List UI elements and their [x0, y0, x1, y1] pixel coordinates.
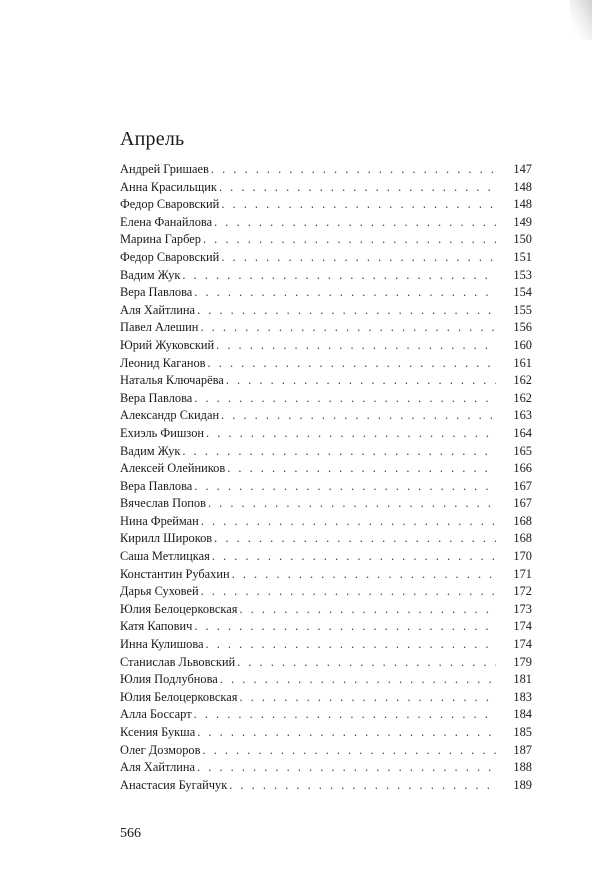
toc-entry-author: Федор Сваровский: [120, 249, 220, 264]
toc-entry-author: Вера Павлова: [120, 478, 193, 493]
toc-entry-page: 181: [513, 672, 532, 687]
toc-entry: [120, 425, 532, 443]
toc-entry-author: Аля Хайтлина: [120, 760, 196, 775]
toc-entry: [120, 267, 532, 285]
toc-entry-author: Вера Павлова: [120, 390, 193, 405]
toc-entry: [120, 654, 532, 672]
page-number: 566: [120, 826, 141, 841]
toc-dot-leader: [232, 566, 496, 584]
toc-dot-leader: [221, 249, 496, 267]
toc-dot-leader: [211, 161, 496, 179]
toc-entry: [120, 530, 532, 548]
toc-entry: [120, 319, 532, 337]
toc-entry: [120, 337, 532, 355]
toc-entry-author: Юрий Жуковский: [120, 337, 215, 352]
toc-entry: [120, 689, 532, 707]
toc-dot-leader: [202, 742, 496, 760]
toc-entry: [120, 460, 532, 478]
toc-entry-page: 168: [513, 531, 532, 546]
toc-dot-leader: [194, 706, 496, 724]
toc-entry-author: Дарья Суховей: [120, 584, 199, 599]
toc-entry-author: Вера Павлова: [120, 285, 193, 300]
toc-entry: [120, 196, 532, 214]
toc-entry: [120, 601, 532, 619]
toc-entry: [120, 618, 532, 636]
toc-entry-page: 174: [513, 619, 532, 634]
toc-entry-page: 151: [513, 249, 532, 264]
toc-entry-page: 163: [513, 408, 532, 423]
toc-entry-author: Федор Сваровский: [120, 197, 220, 212]
toc-dot-leader: [182, 443, 496, 461]
toc-entry-page: 174: [513, 637, 532, 652]
toc-entry: [120, 706, 532, 724]
section-title: Апрель: [120, 128, 185, 150]
toc-entry-page: 153: [513, 267, 532, 282]
toc-entry: [120, 566, 532, 584]
toc-entry-page: 165: [513, 443, 532, 458]
toc-entry: [120, 249, 532, 267]
toc-dot-leader: [227, 460, 496, 478]
toc-entry-author: Олег Дозморов: [120, 742, 201, 757]
toc-entry-author: Вадим Жук: [120, 267, 181, 282]
toc-dot-leader: [239, 689, 496, 707]
toc-entry-author: Юлия Белоцерковская: [120, 689, 238, 704]
toc-entry-author: Александр Скидан: [120, 408, 220, 423]
toc-dot-leader: [182, 267, 496, 285]
toc-entry-author: Вячеслав Попов: [120, 496, 206, 511]
toc-entry-page: 161: [513, 355, 532, 370]
toc-dot-leader: [197, 302, 496, 320]
toc-entry: [120, 390, 532, 408]
toc-entry: [120, 179, 532, 197]
toc-entry: [120, 636, 532, 654]
toc-entry-author: Кирилл Широков: [120, 531, 213, 546]
toc-entry-page: 164: [513, 425, 532, 440]
toc-entry-author: Наталья Ключарёва: [120, 373, 224, 388]
toc-dot-leader: [201, 583, 496, 601]
toc-entry-page: 170: [513, 549, 532, 564]
toc-entry-author: Анна Красильщик: [120, 179, 217, 194]
toc-entry-page: 156: [513, 320, 532, 335]
toc-dot-leader: [203, 231, 496, 249]
toc-entry-author: Анастасия Бугайчук: [120, 777, 228, 792]
toc-entry: [120, 407, 532, 425]
toc-entry: [120, 724, 532, 742]
toc-entry-page: 168: [513, 513, 532, 528]
toc-entry-author: Юлия Подлубнова: [120, 672, 218, 687]
toc-dot-leader: [214, 530, 496, 548]
toc-entry-author: Юлия Белоцерковская: [120, 601, 238, 616]
toc-entry-page: 167: [513, 496, 532, 511]
toc-dot-leader: [239, 601, 496, 619]
toc-entry-page: 173: [513, 601, 532, 616]
toc-dot-leader: [201, 513, 496, 531]
toc-entry-author: Катя Капович: [120, 619, 193, 634]
toc-dot-leader: [212, 548, 496, 566]
toc-entry: [120, 583, 532, 601]
toc-entry: [120, 443, 532, 461]
toc-dot-leader: [208, 355, 496, 373]
page-edge-shadow: [570, 0, 592, 40]
toc-entry: [120, 671, 532, 689]
toc-entry-page: 187: [513, 742, 532, 757]
toc-entry: [120, 214, 532, 232]
toc-entry-page: 150: [513, 232, 532, 247]
toc-entry-page: 183: [513, 689, 532, 704]
toc-dot-leader: [208, 495, 496, 513]
toc-dot-leader: [221, 196, 496, 214]
toc-dot-leader: [216, 337, 496, 355]
toc-entry: [120, 161, 532, 179]
table-of-contents: [120, 161, 532, 794]
toc-entry-page: 185: [513, 725, 532, 739]
toc-entry: [120, 513, 532, 531]
toc-entry-page: 149: [513, 214, 532, 229]
toc-entry: [120, 372, 532, 390]
toc-entry-author: Ксения Букша: [120, 725, 196, 739]
toc-entry-page: 162: [513, 390, 532, 405]
toc-entry-author: Ехиэль Фишзон: [120, 425, 205, 440]
toc-entry-author: Алла Боссарт: [120, 707, 192, 722]
toc-entry: [120, 302, 532, 320]
toc-entry-page: 172: [513, 584, 532, 599]
toc-dot-leader: [219, 179, 496, 197]
toc-dot-leader: [197, 759, 496, 777]
toc-entry: [120, 478, 532, 496]
toc-entry: [120, 777, 532, 795]
toc-entry-author: Леонид Каганов: [120, 355, 206, 370]
toc-entry-page: 160: [513, 337, 532, 352]
toc-entry-author: Станислав Львовский: [120, 654, 236, 669]
toc-entry-author: Нина Фрейман: [120, 513, 199, 528]
toc-dot-leader: [206, 425, 496, 443]
toc-dot-leader: [197, 724, 496, 742]
toc-dot-leader: [194, 478, 496, 496]
toc-entry-author: Андрей Гришаев: [120, 162, 209, 176]
toc-entry-page: 184: [513, 707, 532, 722]
toc-entry-page: 167: [513, 478, 532, 493]
toc-dot-leader: [221, 407, 496, 425]
toc-entry: [120, 231, 532, 249]
toc-entry: [120, 759, 532, 777]
toc-entry-author: Инна Кулишова: [120, 637, 204, 652]
toc-entry: [120, 742, 532, 760]
toc-entry-author: Елена Фанайлова: [120, 214, 213, 229]
toc-dot-leader: [220, 671, 496, 689]
toc-dot-leader: [214, 214, 496, 232]
toc-entry: [120, 355, 532, 373]
toc-entry-author: Аля Хайтлина: [120, 302, 196, 317]
toc-entry: [120, 495, 532, 513]
toc-dot-leader: [237, 654, 496, 672]
toc-dot-leader: [200, 319, 496, 337]
toc-entry-page: 179: [513, 654, 532, 669]
toc-entry-page: 171: [513, 566, 532, 581]
toc-entry-page: 154: [513, 285, 532, 300]
toc-entry-page: 148: [513, 197, 532, 212]
toc-entry-page: 155: [513, 302, 532, 317]
toc-entry: [120, 548, 532, 566]
toc-entry-author: Алексей Олейников: [120, 461, 226, 476]
toc-entry-page: 147: [513, 162, 532, 176]
toc-entry-author: Павел Алешин: [120, 320, 199, 335]
toc-dot-leader: [229, 777, 496, 795]
toc-dot-leader: [226, 372, 496, 390]
toc-dot-leader: [194, 618, 496, 636]
toc-entry-author: Константин Рубахин: [120, 566, 230, 581]
toc-dot-leader: [206, 636, 496, 654]
toc-entry-page: 189: [513, 777, 532, 792]
toc-entry-page: 166: [513, 461, 532, 476]
toc-entry-page: 162: [513, 373, 532, 388]
toc-dot-leader: [194, 284, 496, 302]
toc-entry-author: Марина Гарбер: [120, 232, 201, 247]
toc-entry-page: 148: [513, 179, 532, 194]
toc-dot-leader: [194, 390, 496, 408]
toc-entry-author: Саша Метлицкая: [120, 549, 210, 564]
toc-entry-page: 188: [513, 760, 532, 775]
toc-entry: [120, 284, 532, 302]
toc-entry-author: Вадим Жук: [120, 443, 181, 458]
